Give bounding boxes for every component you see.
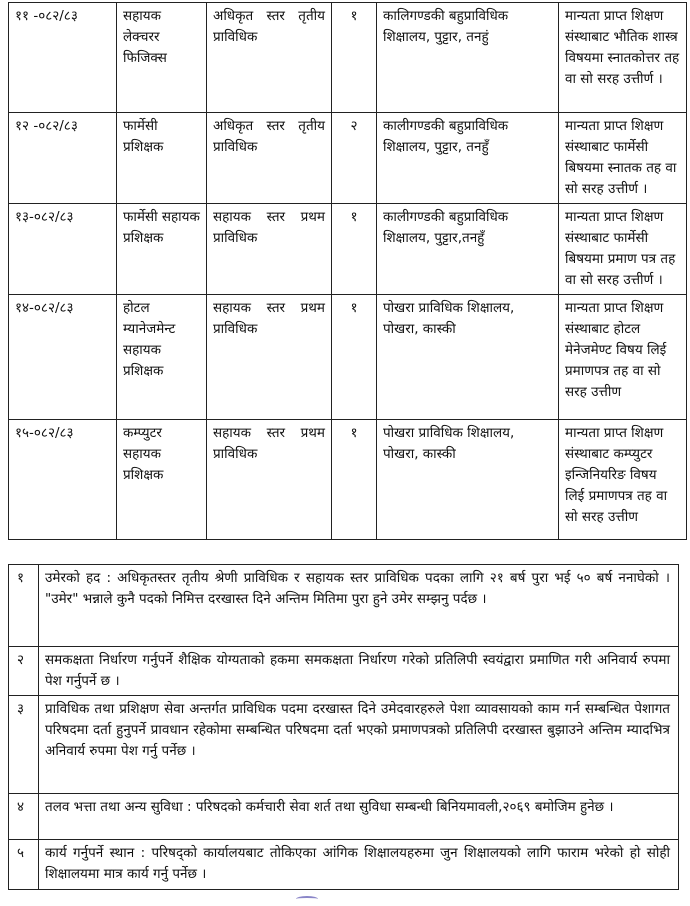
conditions-table (8, 564, 679, 890)
post-level: अधिकृत स्तर तृतीय प्राविधिक (207, 113, 332, 204)
table-row (9, 420, 687, 540)
post-level: अधिकृत स्तर तृतीय प्राविधिक (207, 3, 332, 113)
post-place: कालिगण्डकी बहुप्राविधिक शिक्षालय, पुट्टार, तनहुं (377, 3, 559, 113)
table-row (9, 3, 687, 113)
post-code: १३-०८२/८३ (9, 204, 117, 295)
condition-text: कार्य गर्नुपर्ने स्थान : परिषद्को कार्यालयबाट तोकिएका आंगिक शिक्षालयहरुमा जुन शिक्षालयको लागि फाराम भरेको हो सोही शिक्षालयमा मात्र कार्य गर्नु पर्नेछ । (39, 840, 679, 890)
post-code: ११ -०८२/८३ (9, 3, 117, 113)
post-place: कालीगण्डकी बहुप्राविधिक शिक्षालय, पुट्टार,तनहुँ (377, 204, 559, 295)
table-row (9, 204, 687, 295)
condition-row (9, 647, 679, 696)
post-count: १ (332, 204, 377, 295)
scan-mark (296, 896, 318, 902)
post-qualification: मान्यता प्राप्त शिक्षण संस्थाबाट फार्मेसी बिषयमा प्रमाण पत्र तह वा सो सरह उत्तीर्ण । (559, 204, 687, 295)
condition-row (9, 565, 679, 647)
table-row (9, 113, 687, 204)
post-place: कालीगण्डकी बहुप्राविधिक शिक्षालय, पुट्टार, तनहुँ (377, 113, 559, 204)
post-level: सहायक स्तर प्रथम प्राविधिक (207, 420, 332, 540)
post-name: फार्मेसी सहायक प्रशिक्षक (117, 204, 207, 295)
post-qualification: मान्यता प्राप्त शिक्षण संस्थाबाट होटल मेनेजमेण्ट विषय लिई प्रमाणपत्र तह वा सो सरह उत्तीण (559, 295, 687, 420)
condition-text: तलव भत्ता तथा अन्य सुविधा : परिषदको कर्मचारी सेवा शर्त तथा सुविधा सम्बन्धी बिनियमावली,२०६९ बमोजिम हुनेछ । (39, 794, 679, 840)
condition-index: ४ (9, 794, 39, 840)
condition-index: १ (9, 565, 39, 647)
post-qualification: मान्यता प्राप्त शिक्षण संस्थाबाट फार्मेसी बिषयमा स्नातक तह वा सो सरह उत्तीर्ण । (559, 113, 687, 204)
post-qualification: मान्यता प्राप्त शिक्षण संस्थाबाट कम्प्युटर इन्जिनियरिङ विषय लिई प्रमाणपत्र तह वा सो सरह उत्तीण (559, 420, 687, 540)
post-count: १ (332, 420, 377, 540)
condition-row (9, 840, 679, 890)
post-name: कम्प्युटर सहायक प्रशिक्षक (117, 420, 207, 540)
post-level: सहायक स्तर प्रथम प्राविधिक (207, 295, 332, 420)
table-row (9, 295, 687, 420)
condition-row (9, 794, 679, 840)
post-name: होटल म्यानेजमेन्ट सहायक प्रशिक्षक (117, 295, 207, 420)
post-name: फार्मेसी प्रशिक्षक (117, 113, 207, 204)
condition-text: प्राविधिक तथा प्रशिक्षण सेवा अन्तर्गत प्राविधिक पदमा दरखास्त दिने उमेदवारहरुले पेशा व्यावसायको काम गर्न सम्बन्धित पेशागत परिषदमा दर्ता हुनुपर्ने प्रावधान रहेकोमा सम्बन्धित परिषदमा दर्ता भएको प्रमाणपत्रको प्रतिलिपी दरखास्त बुझाउने अन्तिम म्यादभित्र अनिवार्य रुपमा पेश गर्नु पर्नेछ । (39, 696, 679, 794)
posts-table (8, 2, 687, 540)
post-place: पोखरा प्राविधिक शिक्षालय, पोखरा, कास्की (377, 420, 559, 540)
post-code: १२ -०८२/८३ (9, 113, 117, 204)
post-qualification: मान्यता प्राप्त शिक्षण संस्थाबाट भौतिक शास्त्र विषयमा स्नातकोत्तर तह वा सो सरह उत्तीर्ण । (559, 3, 687, 113)
post-count: २ (332, 113, 377, 204)
condition-index: ३ (9, 696, 39, 794)
post-name: सहायक लेक्चरर फिजिक्स (117, 3, 207, 113)
condition-index: ५ (9, 840, 39, 890)
condition-text: समकक्षता निर्धारण गर्नुपर्ने शैक्षिक योग्यताको हकमा समकक्षता निर्धारण गरेको प्रतिलिपी स्वयंद्वारा प्रमाणित गरी अनिवार्य रुपमा पेश गर्नुपर्ने छ । (39, 647, 679, 696)
post-level: सहायक स्तर प्रथम प्राविधिक (207, 204, 332, 295)
post-count: १ (332, 3, 377, 113)
condition-row (9, 696, 679, 794)
condition-index: २ (9, 647, 39, 696)
condition-text: उमेरको हद : अधिकृतस्तर तृतीय श्रेणी प्राविधिक र सहायक स्तर प्राविधिक पदका लागि २१ बर्ष पुरा भई ५० बर्ष ननाघेको । "उमेर" भन्नाले कुनै पदको निमित्त दरखास्त दिने अन्तिम मितिमा पुरा हुने उमेर सम्झनु पर्दछ । (39, 565, 679, 647)
post-place: पोखरा प्राविधिक शिक्षालय, पोखरा, कास्की (377, 295, 559, 420)
post-code: १४-०८२/८३ (9, 295, 117, 420)
post-count: १ (332, 295, 377, 420)
post-code: १५-०८२/८३ (9, 420, 117, 540)
